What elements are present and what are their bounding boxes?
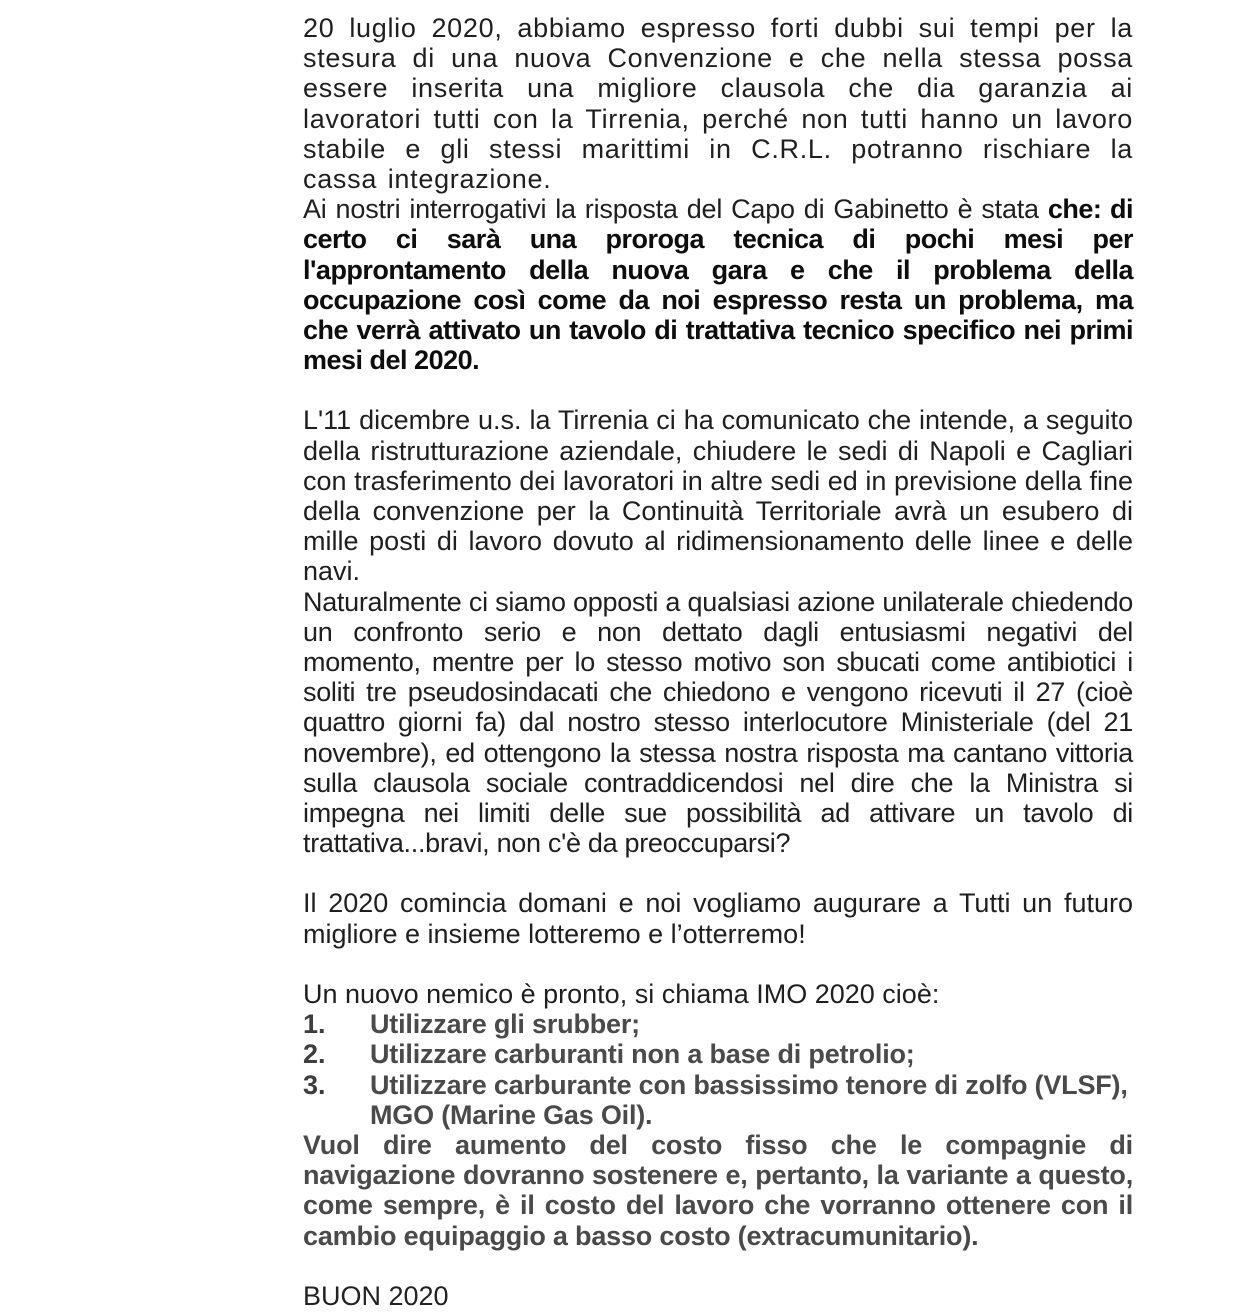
list-item-number: 3.	[303, 1069, 326, 1100]
paragraph-tirrenia-chiusura-sedi: L'11 dicembre u.s. la Tirrenia ci ha comunicato che intende, a seguito della ristrutturazione aziendale, chiudere le sedi di Napoli e Cagliari con trasferimento dei lavoratori in altre sedi ed in previsione della fine della convenzione per la Continuità Territoriale avrà un esubero di mille posti di lavoro dovuto al ridimensionamento delle linee e delle navi.	[303, 405, 1133, 587]
paragraph-opposizione-pseudosindacati: Naturalmente ci siamo opposti a qualsiasi azione unilaterale chiedendo un confronto serio e non dettato dagli entusiasmi negativi del momento, mentre per lo stesso motivo son sbucati come antibiotici i soliti tre pseudosindacati che chiedono e vengono ricevuti il 27 (cioè quattro giorni fa) dal nostro stesso interlocutore Ministeriale (del 21 novembre), ed ottengono la stessa nostra risposta ma cantano vittoria sulla clausola sociale contraddicendosi nel dire che la Ministra si impegna nei limiti delle sue possibilità ad attivare un tavolo di trattativa...bravi, non c'è da preoccuparsi?	[303, 586, 1133, 859]
paragraph-convenzione-tirrenia: 20 luglio 2020, abbiamo espresso forti dubbi sui tempi per la stesura di una nuova Convenzione e che nella stessa possa essere inserita una migliore clausola che dia garanzia ai lavoratori tutti con la Tirrenia, perché non tutti hanno un lavoro stabile e gli stessi marittimi in C.R.L. potranno rischiare la cassa integrazione.	[303, 13, 1133, 195]
paragraph-auguri-2020: Il 2020 comincia domani e noi vogliamo augurare a Tutti un futuro migliore e insieme lotteremo e l’otterremo!	[303, 888, 1133, 949]
paragraph-capo-gabinetto-bold-response: che: di certo ci sarà una proroga tecnica di pochi mesi per l'approntamento della nuova gara e che il problema della occupazione così come da noi espresso resta un problema, ma che verrà attivato un tavolo di trattativa tecnico specifico nei primi mesi del 2020.	[303, 194, 1133, 376]
list-item-text: Utilizzare carburanti non a base di petrolio;	[370, 1039, 915, 1070]
paragraph-capo-gabinetto	[303, 194, 1133, 375]
paragraph-aumento-costo-fisso: Vuol dire aumento del costo fisso che le compagnie di navigazione dovranno sostenere e, pertanto, la variante a questo, come sempre, è il costo del lavoro che vorranno ottenere con il cambio equipaggio a basso costo (extracumunitario).	[303, 1129, 1133, 1251]
list-item-carburanti-non-petrolio	[303, 1039, 1133, 1069]
list-item-text: Utilizzare carburante con bassissimo tenore di zolfo (VLSF), MGO (Marine Gas Oil).	[370, 1069, 1128, 1130]
blank-line	[303, 858, 1133, 888]
paragraph-capo-gabinetto-intro: Ai nostri interrogativi la risposta del Capo di Gabinetto è stata	[303, 194, 1048, 225]
list-item-srubber	[303, 1009, 1133, 1039]
imo-options-list	[303, 1009, 1133, 1130]
closing-buon-2020: BUON 2020	[303, 1280, 449, 1311]
blank-line	[303, 1251, 1133, 1281]
list-item-text: Utilizzare gli srubber;	[370, 1009, 640, 1040]
list-item-number: 1.	[303, 1009, 326, 1040]
paragraph-nuovo-nemico-imo: Un nuovo nemico è pronto, si chiama IMO 2020 cioè:	[303, 978, 940, 1009]
blank-line	[303, 375, 1133, 405]
document-text-column	[303, 13, 1133, 1311]
list-item-number: 2.	[303, 1039, 326, 1070]
list-item-basso-zolfo	[303, 1070, 1133, 1130]
blank-line	[303, 949, 1133, 979]
